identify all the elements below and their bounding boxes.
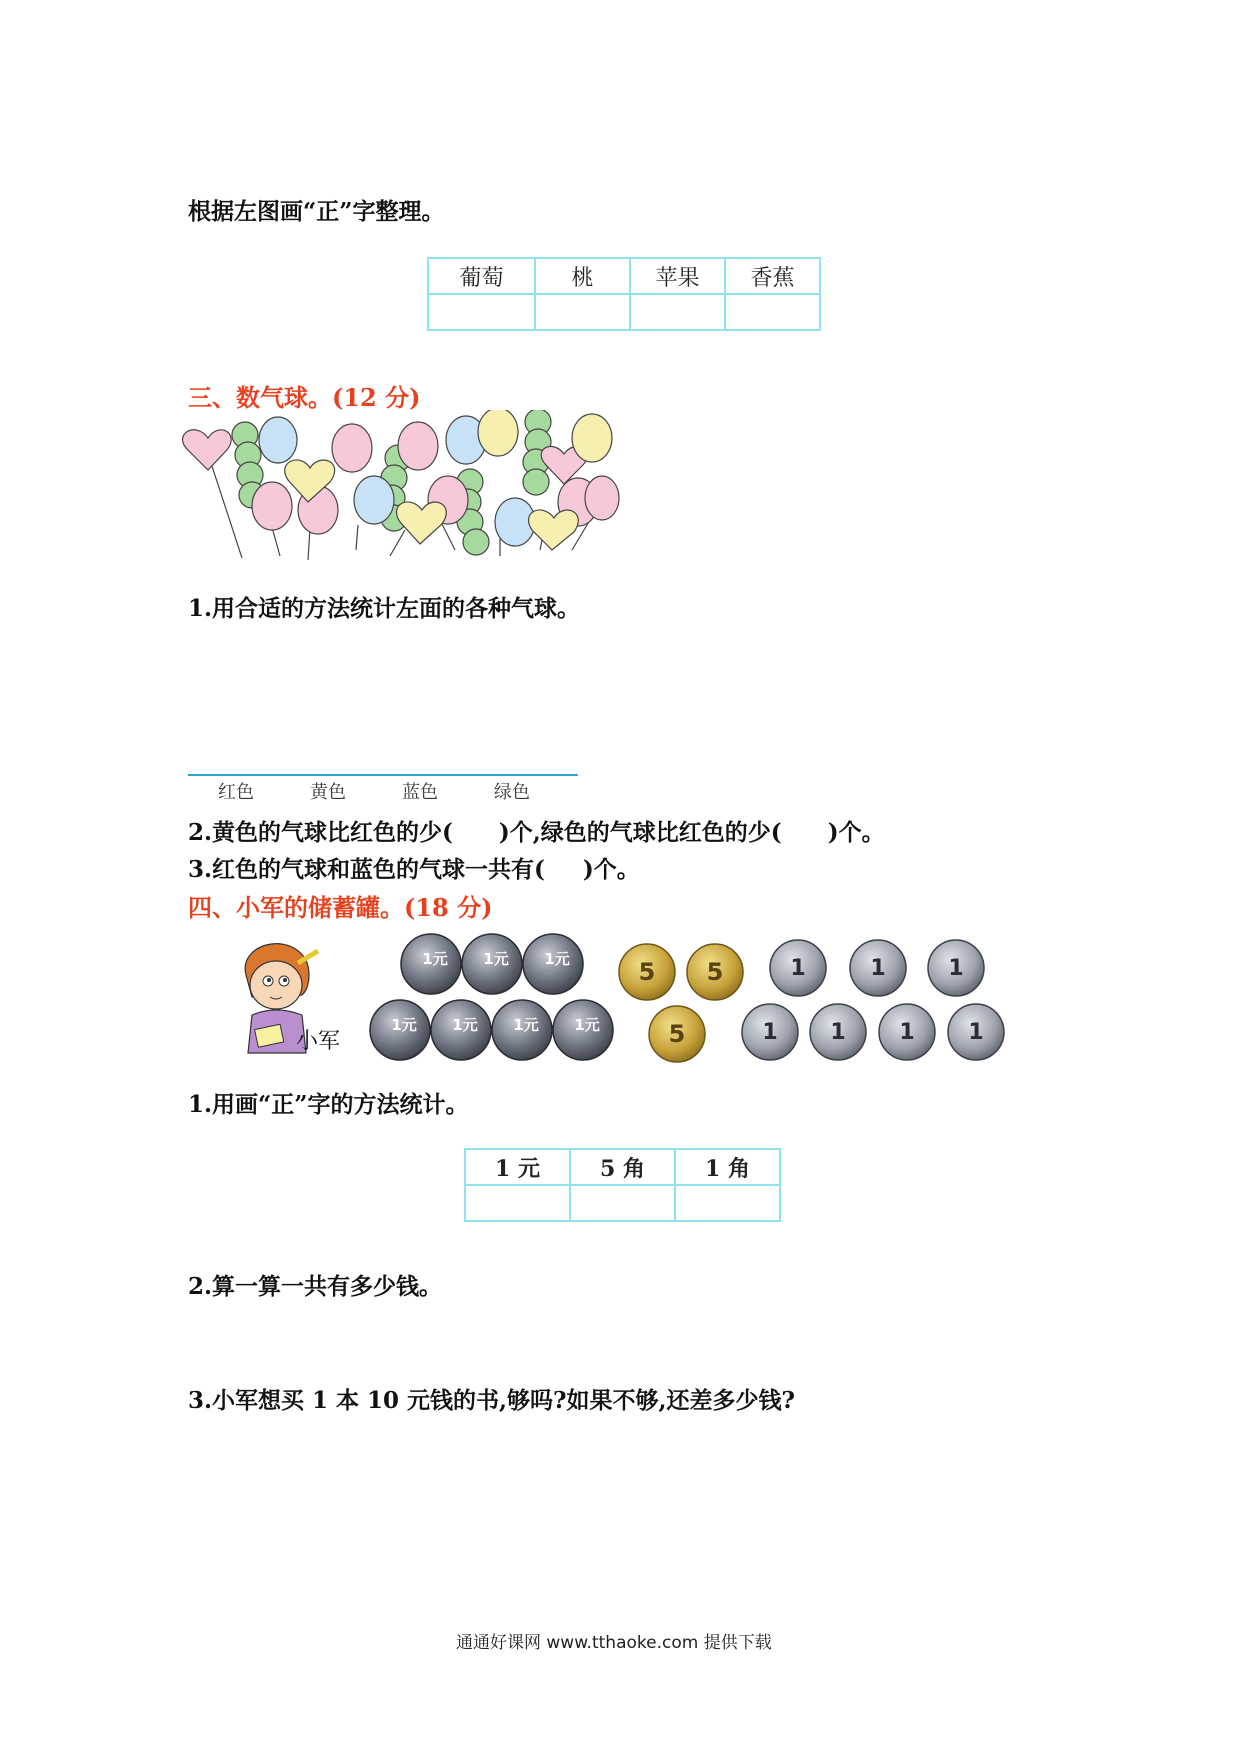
coins-illustration: [365, 932, 1015, 1067]
balloon-q2-text-a: 2.黄色的气球比红色的少(: [188, 819, 453, 846]
fruit-header-apple: 苹果: [630, 258, 725, 294]
balloon-q3-text-b: )个。: [582, 856, 640, 883]
coin-five-jiao-text: 5: [638, 958, 656, 986]
coin-yuan-text: 1元: [574, 1016, 600, 1034]
fruit-header-peach: 桃: [535, 258, 630, 294]
fruit-cell-apple[interactable]: [630, 294, 725, 330]
section-three-title: 三、数气球。(12 分): [188, 383, 421, 412]
coin-one-jiao-text: 1: [948, 956, 964, 981]
axis-label-green: 绿色: [494, 782, 530, 803]
question-fruit-tally: 根据左图画“正”字整理。: [188, 198, 445, 225]
coin-one-jiao-text: 1: [790, 956, 806, 981]
coin-tally-table: [464, 1148, 781, 1222]
balloon-question-2: [188, 814, 885, 847]
coin-yuan-text: 1元: [544, 950, 570, 968]
coin-yuan-text: 1元: [452, 1016, 478, 1034]
balloon-illustration: [180, 410, 630, 560]
fruit-cell-grape[interactable]: [428, 294, 535, 330]
section-four-title: 四、小军的储蓄罐。(18 分): [188, 893, 493, 922]
coin-header-one-yuan: 1 元: [465, 1149, 570, 1185]
fruit-cell-peach[interactable]: [535, 294, 630, 330]
coin-one-jiao-text: 1: [899, 1020, 915, 1045]
fruit-header-grape: 葡萄: [428, 258, 535, 294]
coin-one-jiao-text: 1: [870, 956, 886, 981]
balloon-question-3: [188, 851, 640, 884]
coin-question-3: 3.小军想买 1 本 10 元钱的书,够吗?如果不够,还差多少钱?: [188, 1387, 796, 1414]
axis-label-yellow: 黄色: [310, 782, 346, 803]
balloon-question-1: 1.用合适的方法统计左面的各种气球。: [188, 595, 581, 622]
coin-question-1: 1.用画“正”字的方法统计。: [188, 1091, 469, 1118]
axis-label-blue: 蓝色: [402, 782, 438, 803]
coin-yuan-text: 1元: [391, 1016, 417, 1034]
fruit-header-banana: 香蕉: [725, 258, 820, 294]
coin-one-jiao-text: 1: [968, 1020, 984, 1045]
page-footer[interactable]: 通通好课网 www.tthaoke.com 提供下载: [456, 1633, 772, 1653]
boy-label: 小军: [296, 1029, 341, 1054]
coin-yuan-text: 1元: [513, 1016, 539, 1034]
coin-yuan-text: 1元: [422, 950, 448, 968]
coin-five-jiao-text: 5: [668, 1020, 686, 1048]
balloon-axis-line: [188, 774, 578, 776]
axis-label-red: 红色: [218, 782, 254, 803]
coin-header-five-jiao: 5 角: [570, 1149, 675, 1185]
coin-one-jiao-text: 1: [762, 1020, 778, 1045]
fruit-tally-table: [427, 257, 821, 331]
coin-one-jiao-text: 1: [830, 1020, 846, 1045]
coin-cell-one-jiao[interactable]: [675, 1185, 780, 1221]
coin-question-2: 2.算一算一共有多少钱。: [188, 1273, 443, 1300]
coin-five-jiao-text: 5: [706, 958, 724, 986]
balloon-q2-text-b: )个,绿色的气球比红色的少(: [498, 819, 782, 846]
coin-cell-five-jiao[interactable]: [570, 1185, 675, 1221]
balloon-q2-text-c: )个。: [827, 819, 885, 846]
coin-yuan-text: 1元: [483, 950, 509, 968]
balloon-q3-text-a: 3.红色的气球和蓝色的气球一共有(: [188, 856, 545, 883]
fruit-cell-banana[interactable]: [725, 294, 820, 330]
coin-header-one-jiao: 1 角: [675, 1149, 780, 1185]
coin-cell-one-yuan[interactable]: [465, 1185, 570, 1221]
